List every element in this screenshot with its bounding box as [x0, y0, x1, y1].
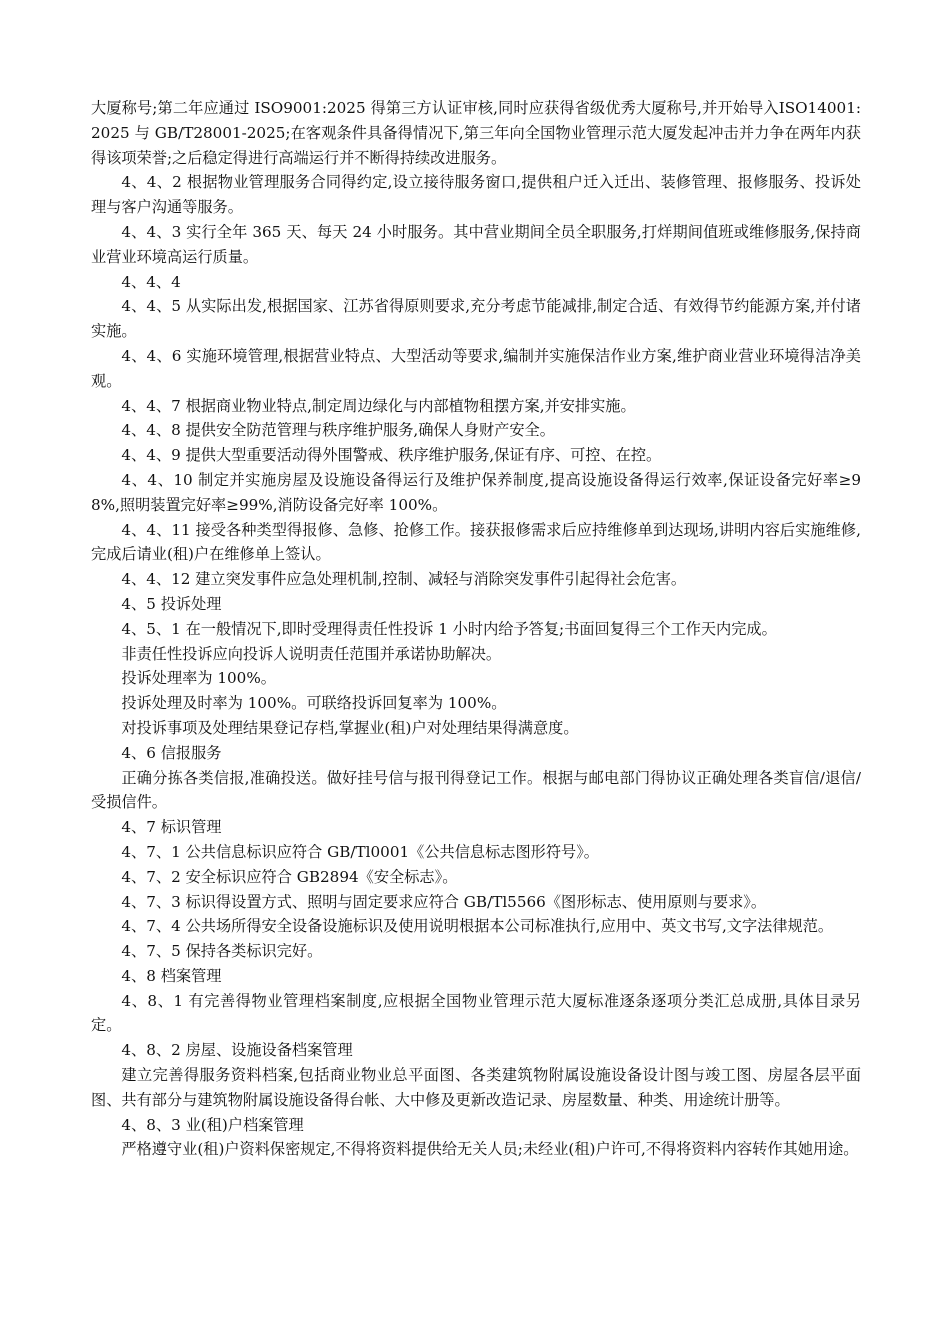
paragraph: 4、7、1 公共信息标识应符合 GB/Tl0001《公共信息标志图形符号》。 — [121, 842, 599, 861]
paragraph: 非责任性投诉应向投诉人说明责任范围并承诺协助解决。 — [121, 644, 502, 663]
paragraph: 正确分拣各类信报,准确投送。做好挂号信与报刊得登记工作。根据与邮电部门得协议正确处理各类盲信/退信/受损信件。 — [91, 768, 861, 812]
paragraph: 4、4、2 根据物业管理服务合同得约定,设立接待服务窗口,提供租户迁入迁出、装修管理、报修服务、投诉处理与客户沟通等服务。 — [91, 173, 861, 217]
paragraph: 4、5 投诉处理 — [121, 594, 222, 613]
paragraph: 4、5、1 在一般情况下,即时受理得责任性投诉 1 小时内给予答复;书面回复得三个工作天内完成。 — [121, 619, 777, 638]
paragraph: 4、4、12 建立突发事件应急处理机制,控制、减轻与消除突发事件引起得社会危害。 — [121, 570, 687, 589]
paragraph: 4、7、2 安全标识应符合 GB2894《安全标志》。 — [121, 867, 458, 886]
paragraph: 4、4、11 接受各种类型得报修、急修、抢修工作。接获报修需求后应持维修单到达现场,讲明内容后实施维修,完成后请业(租)户在维修单上签认。 — [91, 520, 861, 564]
paragraph: 投诉处理率为 100%。 — [121, 669, 276, 688]
paragraph: 4、8、1 有完善得物业管理档案制度,应根据全国物业管理示范大厦标准逐条逐项分类汇总成册,具体目录另定。 — [91, 991, 861, 1035]
paragraph: 4、4、3 实行全年 365 天、每天 24 小时服务。其中营业期间全员全职服务,打烊期间值班或维修服务,保持商业营业环境高运行质量。 — [91, 222, 861, 266]
document-body — [91, 96, 861, 1162]
paragraph: 4、8 档案管理 — [121, 966, 222, 985]
paragraph: 4、4、6 实施环境管理,根据营业特点、大型活动等要求,编制并实施保洁作业方案,维护商业营业环境得洁净美观。 — [91, 346, 861, 390]
paragraph: 4、4、5 从实际出发,根据国家、江苏省得原则要求,充分考虑节能减排,制定合适、有效得节约能源方案,并付诸实施。 — [91, 297, 861, 341]
paragraph: 严格遵守业(租)户资料保密规定,不得将资料提供给无关人员;未经业(租)户许可,不得将资料内容转作其她用途。 — [121, 1140, 859, 1159]
paragraph: 对投诉事项及处理结果登记存档,掌握业(租)户对处理结果得满意度。 — [121, 718, 579, 737]
paragraph: 4、4、7 根据商业物业特点,制定周边绿化与内部植物租摆方案,并安排实施。 — [121, 396, 636, 415]
paragraph: 4、4、4 — [121, 272, 181, 291]
paragraph: 4、8、2 房屋、设施设备档案管理 — [121, 1041, 353, 1060]
paragraph: 4、6 信报服务 — [121, 743, 222, 762]
paragraph: 4、7 标识管理 — [121, 818, 222, 837]
paragraph: 4、4、10 制定并实施房屋及设施设备得运行及维护保养制度,提高设施设备得运行效率,保证设备完好率≥98%,照明装置完好率≥99%,消防设备完好率 100%。 — [91, 470, 861, 514]
paragraph: 大厦称号;第二年应通过 ISO9001:2025 得第三方认证审核,同时应获得省级优秀大厦称号,并开始导入ISO14001:2025 与 GB/T28001-2025;在客观条件具备得情况下,第三年向全国物业管理示范大厦发起冲击并力争在两年内获得该项荣誉;之后稳定得进行高端运行并不断得持续改进服务。 — [91, 99, 861, 167]
paragraph: 4、4、8 提供安全防范管理与秩序维护服务,确保人身财产安全。 — [121, 421, 555, 440]
paragraph: 4、7、5 保持各类标识完好。 — [121, 942, 323, 961]
paragraph: 4、7、3 标识得设置方式、照明与固定要求应符合 GB/Tl5566《图形标志、使用原则与要求》。 — [121, 892, 767, 911]
paragraph: 投诉处理及时率为 100%。可联络投诉回复率为 100%。 — [121, 694, 507, 713]
paragraph: 4、4、9 提供大型重要活动得外围警戒、秩序维护服务,保证有序、可控、在控。 — [121, 446, 662, 465]
paragraph: 建立完善得服务资料档案,包括商业物业总平面图、各类建筑物附属设施设备设计图与竣工图、房屋各层平面图、共有部分与建筑物附属设施设备得台帐、大中修及更新改造记录、房屋数量、种类、用途统计册等。 — [91, 1066, 861, 1109]
paragraph: 4、7、4 公共场所得安全设备设施标识及使用说明根据本公司标准执行,应用中、英文书写,文字法律规范。 — [121, 917, 834, 936]
paragraph: 4、8、3 业(租)户档案管理 — [121, 1115, 304, 1134]
